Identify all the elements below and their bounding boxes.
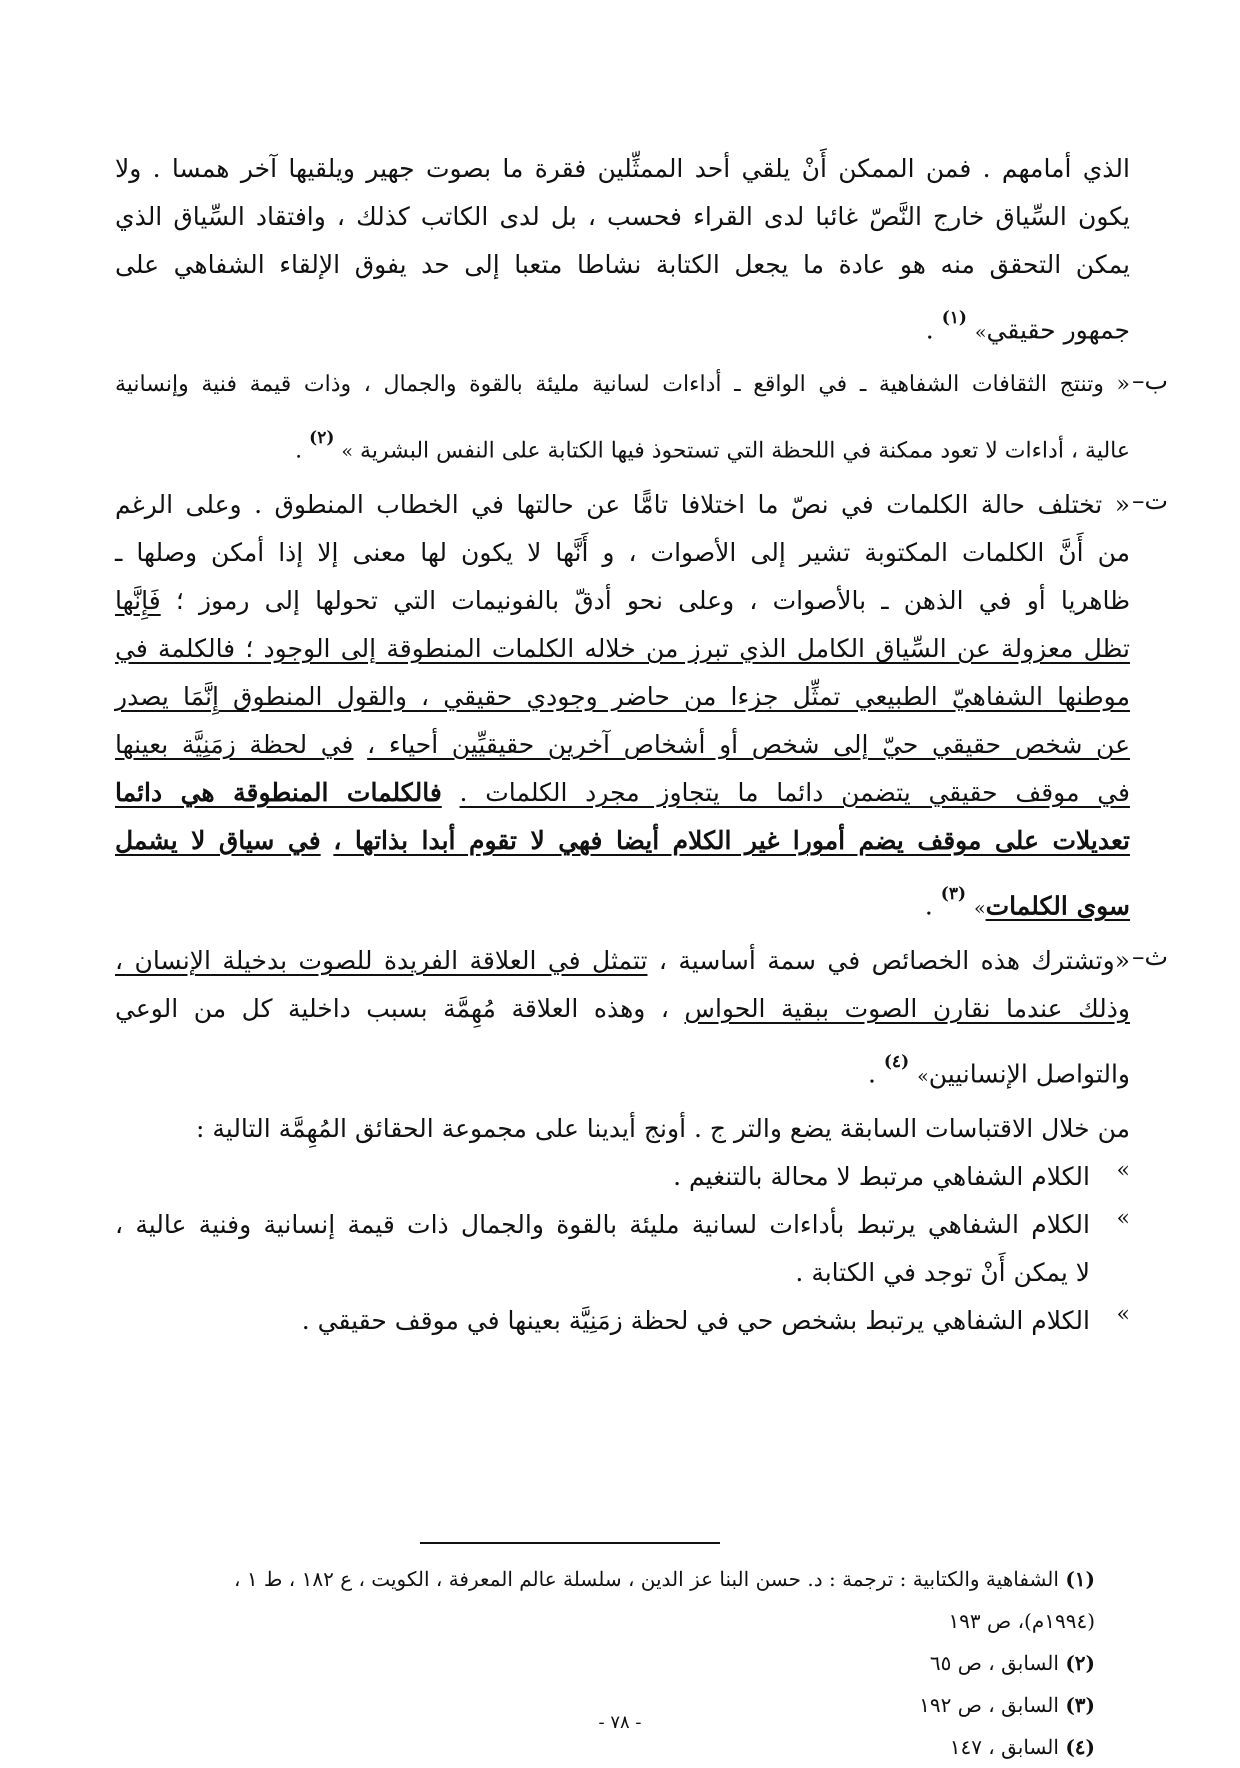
bullet-icon: »	[1116, 1206, 1130, 1231]
bullet-icon: »	[1116, 1158, 1130, 1183]
text-fragment: والتواصل الإنسانيين	[928, 1059, 1130, 1089]
footnote-text: السابق ، ص ١٩٢	[919, 1693, 1059, 1717]
quote-item-b	[115, 366, 1168, 486]
period: .	[925, 315, 934, 345]
text-line: « وتنتج الثقافات الشفاهية ـ في الواقع ـ أداءات لسانية مليئة بالقوة والجمال ، وذات قيمة فنية وإنسانية	[115, 372, 1130, 397]
close-quote: »	[917, 1065, 929, 1088]
text-line	[115, 990, 1130, 1038]
text-fragment: «وتشترك هذه الخصائص في سمة أساسية ،	[658, 946, 1131, 975]
bold-underlined-text: في سياق لا يشمل	[115, 826, 321, 855]
text-fragment: ظاهريا أو في الذهن ـ بالأصوات ، وعلى نحو أدقّ بالفونيمات التي تحولها إلى رموز ؛	[175, 586, 1130, 615]
text-line	[115, 1038, 1130, 1110]
close-quote: »	[974, 321, 987, 344]
text-line: يمكن التحقق منه هو عادة ما يجعل الكتابة نشاطا متعبا إلى حد يفوق الإلقاء الشفاهي على	[115, 250, 1130, 279]
footnotes	[125, 1558, 1095, 1768]
text-fragment: عالية ، أداءات لا تعود ممكنة في اللحظة التي تستحوذ فيها الكتابة على النفس البشرية	[360, 438, 1130, 464]
footnote-continuation	[125, 1600, 1095, 1642]
item-marker: ب–	[1131, 366, 1168, 395]
text-line: من أَنَّ الكلمات المكتوبة تشير إلى الأصوات ، و أَنَّها لا يكون لها معنى إلا إذا أمكن وصلها ـ	[115, 538, 1130, 567]
text-fragment: جمهور حقيقي	[986, 315, 1130, 345]
close-quote: »	[341, 440, 354, 463]
bullet-item	[115, 1206, 1130, 1302]
text-line: الكلام الشفاهي مرتبط لا محالة بالتنغيم .	[673, 1162, 1090, 1191]
bold-underlined-text: تعديلات على موقف يضم أمورا غير الكلام أيضا فهي لا تقوم أبدا بذاتها ،	[333, 826, 1130, 855]
close-quote: »	[973, 897, 986, 920]
underlined-line: تظل معزولة عن السِّياق الكامل الذي تبرز من خلاله الكلمات المنطوقة إلى الوجود ؛ فالكلمة في	[115, 634, 1130, 663]
footnote-number: (٣)	[1065, 1693, 1095, 1717]
period: .	[295, 438, 303, 464]
text-line: لا يمكن أَنْ توجد في الكتابة .	[795, 1258, 1090, 1287]
footnote-text: الشفاهية والكتابية : ترجمة : د. حسن البنا عز الدين ، سلسلة عالم المعرفة ، الكويت ، ع ١٨٢ ، ط ١ ،	[234, 1567, 1059, 1591]
footnote-ref: (٣)	[940, 884, 967, 904]
bold-underlined-text: سوى الكلمات	[985, 891, 1130, 921]
text-fragment: ، وهذه العلاقة مُهِمَّة بسبب داخلية كل من الوعي	[115, 994, 669, 1023]
footnote-number: (١)	[1065, 1567, 1095, 1591]
footnote-text: السابق ، ١٤٧	[949, 1735, 1059, 1759]
text-line: « تختلف حالة الكلمات في نصّ ما اختلافا تامًّا عن حالتها في الخطاب المنطوق . وعلى الرغم	[115, 490, 1130, 519]
quote-item-th	[115, 942, 1168, 1110]
bold-underlined-text: فالكلمات المنطوقة هي دائما	[115, 778, 442, 807]
underlined-text: في لحظة زمَنِيَّة بعينها	[115, 730, 354, 759]
text-line: يكون السِّياق خارج النَّصّ غائبا لدى القراء فحسب ، بل لدى الكاتب كذلك ، وافتقاد السِّياق الذي	[115, 202, 1130, 231]
page-number: - ٧٨ -	[598, 1712, 642, 1733]
text-line: الكلام الشفاهي يرتبط بشخص حي في لحظة زمَنِيَّة بعينها في موقف حقيقي .	[301, 1306, 1090, 1335]
footnote-number: (٢)	[1065, 1651, 1095, 1675]
period: .	[924, 891, 933, 921]
text-line	[115, 414, 1130, 486]
underlined-text: تتمثل في العلاقة الفريدة للصوت بدخيلة الإنسان ،	[115, 946, 648, 975]
footnote-text: (١٩٩٤م)، ص ١٩٣	[948, 1609, 1095, 1633]
bullet-item	[115, 1158, 1130, 1206]
footnote-ref: (٢)	[309, 428, 335, 448]
footnote-ref: (٤)	[883, 1052, 910, 1072]
text-line	[115, 294, 1130, 366]
main-text	[115, 150, 1168, 1350]
period: .	[867, 1059, 876, 1089]
footnote	[125, 1642, 1095, 1684]
bullet-icon: »	[1116, 1302, 1130, 1327]
underlined-text: عن شخص حقيقي حيّ إلى شخص أو أشخاص آخرين حقيقيِّين أحياء ،	[367, 730, 1130, 759]
footnote-text: السابق ، ص ٦٥	[929, 1651, 1059, 1675]
footnote-separator	[420, 1542, 720, 1544]
item-marker: ت–	[1131, 486, 1168, 515]
underlined-text: فَإِنَّها	[115, 586, 161, 615]
underlined-line: موطنها الشفاهيّ الطبيعي تمثِّل جزءا من حاضر وجودي حقيقي ، والقول المنطوق إِنَّمَا يصدر	[115, 682, 1130, 711]
item-marker: ث–	[1131, 942, 1168, 971]
quote-item-t	[115, 486, 1168, 942]
footnote-ref: (١)	[941, 308, 967, 328]
underlined-text: في موقف حقيقي يتضمن دائما ما يتجاوز مجرد الكلمات .	[459, 778, 1130, 807]
footnote-number: (٤)	[1065, 1735, 1095, 1759]
text-line	[115, 822, 1130, 870]
underlined-text: وذلك عندما نقارن الصوت ببقية الحواس	[684, 994, 1130, 1023]
text-line	[115, 870, 1130, 942]
text-line	[115, 942, 1130, 990]
text-line	[115, 582, 1130, 630]
text-line: الذي أمامهم . فمن الممكن أَنْ يلقي أحد الممثِّلين فقرة ما بصوت جهير ويلقيها آخر همسا . ولا	[115, 154, 1130, 183]
footnote	[125, 1558, 1095, 1600]
summary-line: من خلال الاقتباسات السابقة يضع والتر ج . أونج أيدينا على مجموعة الحقائق المُهِمَّة التالية :	[196, 1114, 1130, 1143]
text-line	[115, 726, 1130, 774]
bullet-item	[115, 1302, 1130, 1350]
text-line	[115, 774, 1130, 822]
text-line: الكلام الشفاهي يرتبط بأداءات لسانية مليئة بالقوة والجمال ذات قيمة إنسانية وفنية عالية ،	[115, 1210, 1090, 1239]
